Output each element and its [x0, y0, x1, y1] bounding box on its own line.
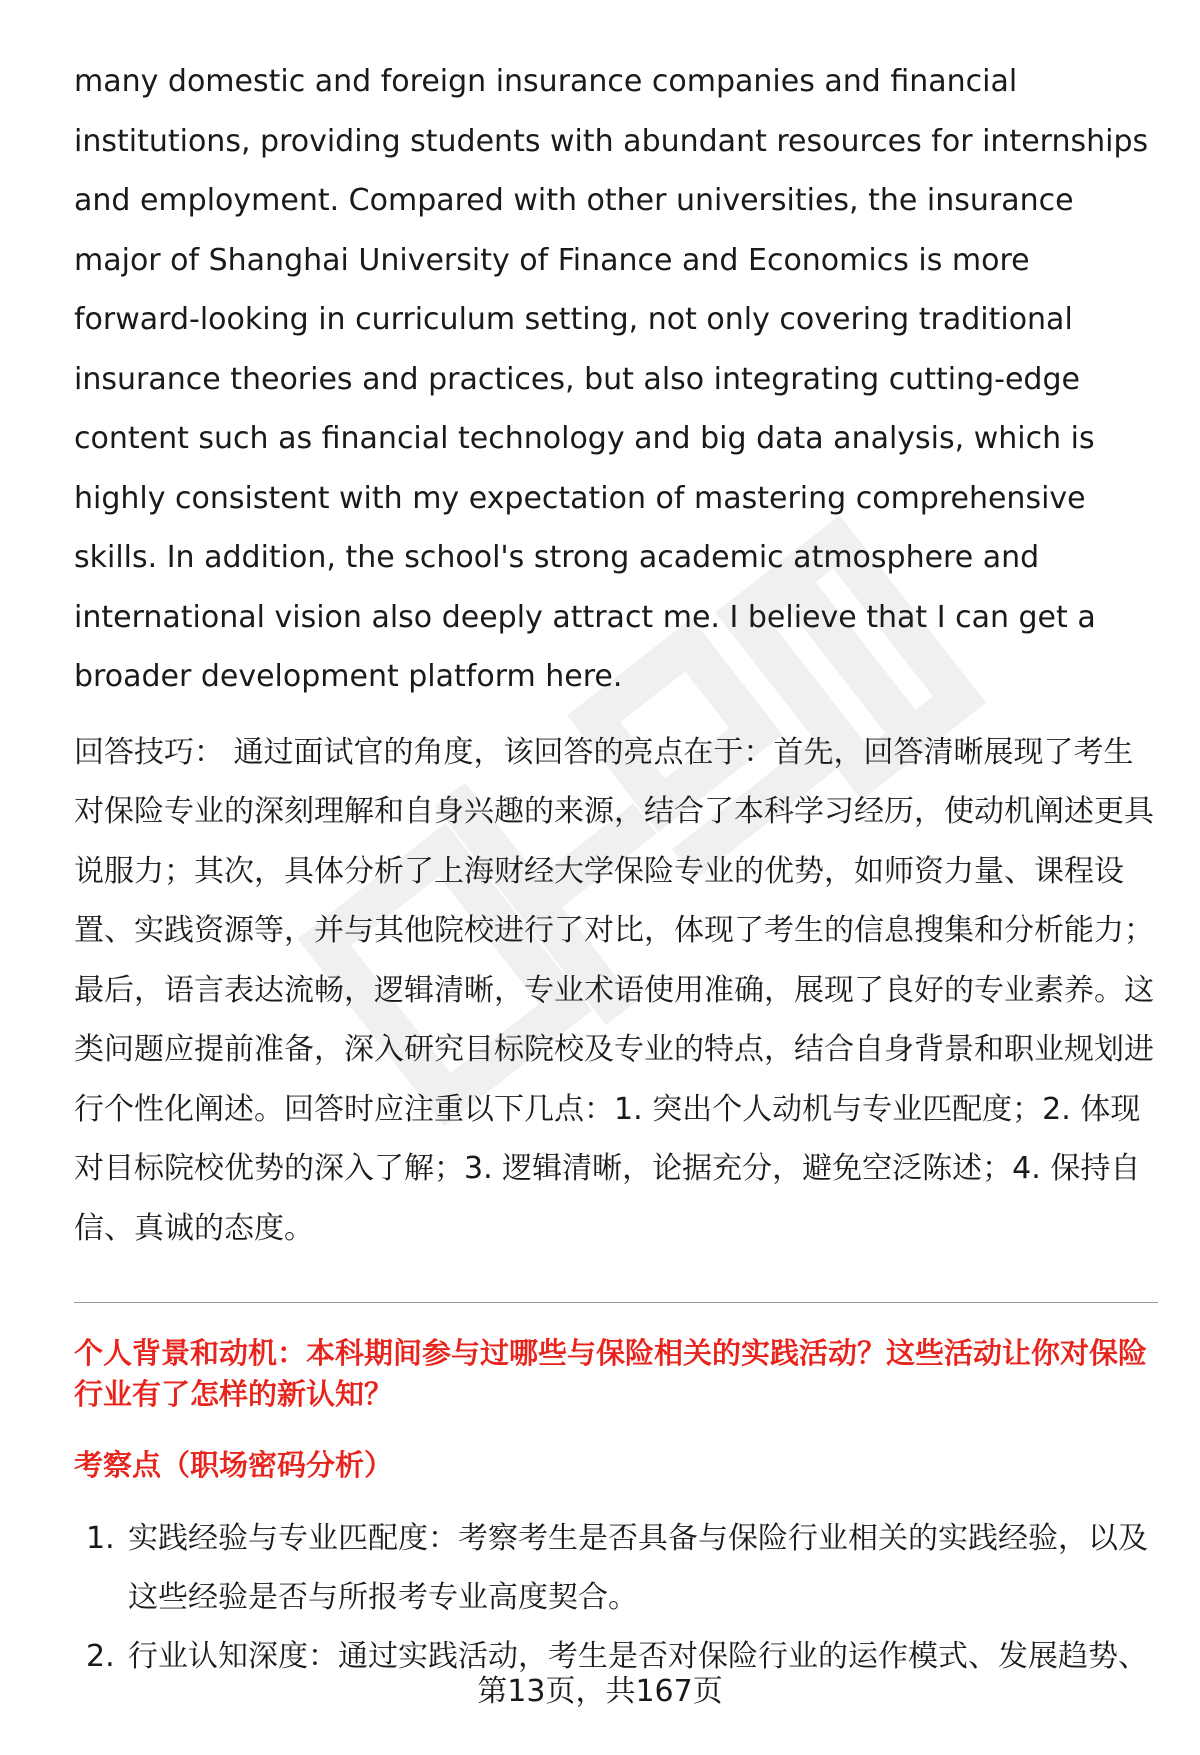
document-page — [74, 52, 1158, 1686]
list-item — [74, 1509, 1158, 1627]
list-item-text: 行业认知深度：通过实践活动，考生是否对保险行业的运作模式、发展趋势、 — [128, 1639, 1148, 1674]
assessment-points-list — [74, 1509, 1158, 1686]
section-heading: 考察点（职场密码分析） — [74, 1448, 394, 1482]
question-title: 个人背景和动机：本科期间参与过哪些与保险相关的实践活动？这些活动让你对保险行业有了怎样的新认知？ — [74, 1336, 1148, 1411]
page-number: 第13页，共167页 — [477, 1674, 723, 1709]
section-divider — [74, 1302, 1158, 1303]
list-item-text: 实践经验与专业匹配度：考察考生是否具备与保险行业相关的实践经验，以及这些经验是否与所报考专业高度契合。 — [128, 1521, 1148, 1615]
english-answer-paragraph: many domestic and foreign insurance companies and financial institutions, providing students with abundant resources for internships and employment. Compared with other universities, the insurance major of Shanghai University of Finance and Economics is more forward-looking in curriculum setting, not only covering traditional insurance theories and practices, but also integrating cutting-edge content such as financial technology and big data analysis, which is highly consistent with my expectation of mastering comprehensive skills. In addition, the school's strong academic atmosphere and international vision also deeply attract me. I believe that I can get a broader development platform here. — [74, 64, 1149, 694]
list-item-number: 1. — [86, 1521, 115, 1556]
list-item-number: 2. — [86, 1639, 115, 1674]
answer-tips-paragraph: 回答技巧： 通过面试官的角度，该回答的亮点在于：首先，回答清晰展现了考生对保险专业的深刻理解和自身兴趣的来源，结合了本科学习经历，使动机阐述更具说服力；其次，具体分析了上海财经大学保险专业的优势，如师资力量、课程设置、实践资源等，并与其他院校进行了对比，体现了考生的信息搜集和分析能力；最后，语言表达流畅，逻辑清晰，专业术语使用准确，展现了良好的专业素养。这类问题应提前准备，深入研究目标院校及专业的特点，结合自身背景和职业规划进行个性化阐述。回答时应注重以下几点：1. 突出个人动机与专业匹配度；2. 体现对目标院校优势的深入了解；3. 逻辑清晰，论据充分，避免空泛陈述；4. 保持自信、真诚的态度。 — [74, 734, 1154, 1246]
